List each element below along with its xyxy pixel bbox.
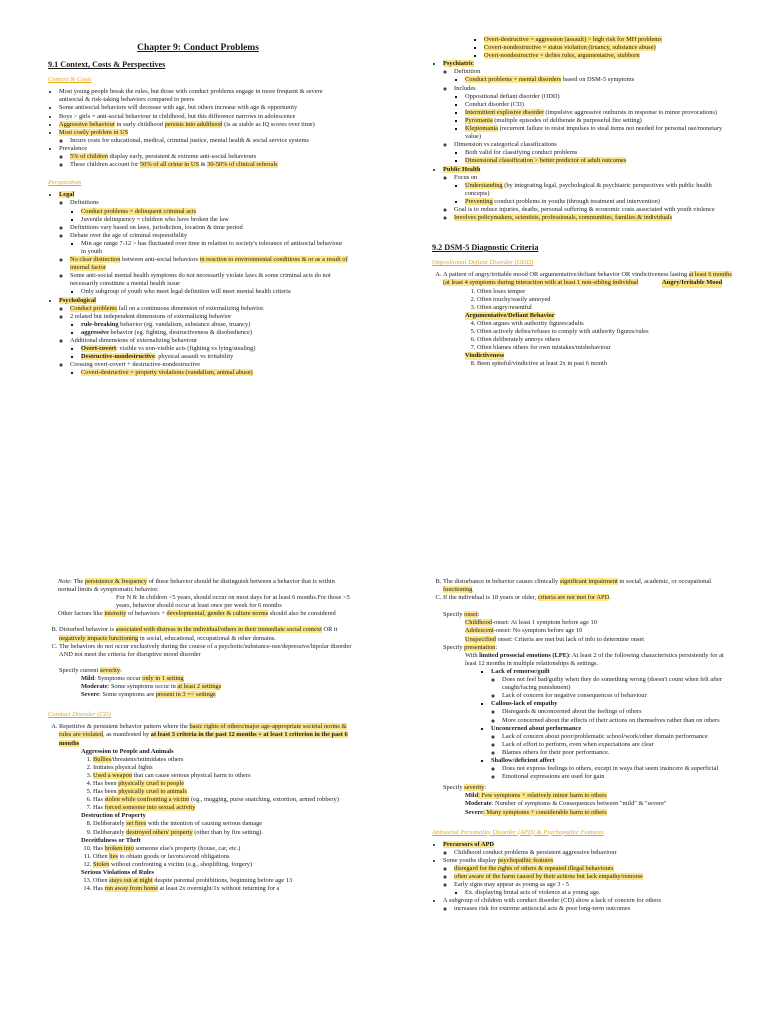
list-item: ▪ aggressive behavior (eg. fighting, destructiveness & disobedience) bbox=[81, 329, 348, 337]
list-item: ▪ Understanding (by integrating legal, psychological & psychiatric perspectives with public health concepts) bbox=[465, 182, 736, 198]
list-item: ◦ often aware of the harm caused by their actions but lack empathy/remorse bbox=[454, 873, 736, 881]
list-item: ◦ Definitions ▪ Conduct problems = delinquent criminal acts ▪ Juvenile delinquency = children who have broken the law bbox=[70, 199, 348, 223]
list-item: A. Repetitive & persistent behavior pattern where the basic rights of others/major age-appropriate societal norms & rules are violated, as manifested by at least 3 criteria in the past 12 months + at least 1 criterion in the past 6 months Aggression to People and Animals 1. Bullies/threatens/intimidates others 2. Initiates physical fights 3. Used a weapon that can cause serious physical harm to others 4. Has been physically cruel to people 5. Has been physically cruel to animals 6. Has stolen while confronting a victim (eg., mugging, purse snatching, extortion, armed robbery) 7. Has forced someone into sexual activity Destruction of Property 8. Deliberately set fires with the intention of causing serious damage 9. Deliberately destroyed others' property (other than by fire setting). Deceitfulness or Theft 10. Has broken into someone else's property (house, car, etc.) 11. Often lies to obtain goods or favors/avoid obligations 12. Stolen without confronting a victim (e.g., shoplifting, forgery) Serious Violations of Rules 13. Often stays out at night despite parental prohibitions, beginning before age 13 14. Has run away from home at least 2x overnight/1x without returning for a bbox=[59, 723, 354, 893]
list-item: ◦ 2 related but independent dimensions of externalizing behavior ▪ rule-breaking behavior (eg. vandalism, substance abuse, truancy) ▪ aggressive behavior (eg. fighting, destructiveness & disobedience) bbox=[70, 313, 348, 337]
cd-criteria bbox=[48, 723, 354, 893]
chapter-title: Chapter 9: Conduct Problems bbox=[137, 43, 259, 53]
list-item: ▪ Both valid for classifying conduct problems bbox=[465, 149, 736, 157]
list-item: 8. Deliberately set fires with the intention of causing serious damage bbox=[93, 820, 354, 828]
list-item: ◦ Involves policymakers, scientists, professionals, communities, families & individuals bbox=[454, 214, 736, 222]
list-item: ▪ Overt-covert: visible vs non-visible acts (fighting vs lying/stealing) bbox=[81, 345, 348, 353]
list-item: B. The disturbance in behavior causes clinically significant impairment in social, academic, or occupational functioning bbox=[443, 578, 736, 594]
list-item: ◦ More concerned about the effects of their actions on themselves rather than on others bbox=[502, 717, 736, 725]
list-item: • Psychological ◦ Conduct problems fall on a continuous dimension of externalizing behavior. ◦ 2 related but independent dimensions of externalizing behavior ▪ rule-breaking behavior (eg. vandalism, substance abuse, truancy) ▪ aggressive behavior (eg. fighting, destructiveness & disobedience) ◦ Additional dimensions of externalizing behaviour ▪ Overt-covert: visible vs non-visible acts (fighting vs lying/stealing) ▪ Destructive-nondestructive: physical assault vs irritability ◦ Crossing overt-covert + destructive-nondestructive ▪ Covert-destructive = property violations (vandalism, animal abuse) bbox=[59, 297, 348, 378]
list-item: 3. Used a weapon that can cause serious physical harm to others bbox=[93, 772, 354, 780]
list-item: ▪ Overt-destructive = aggression (assault) > high risk for MH problems bbox=[484, 36, 736, 44]
list-item: • Psychiatric ◦ Definition ▪ Conduct problems = mental disorders based on DSM-5 symptoms ◦ Includes ▪ Oppositional defiant disorder (ODD) ▪ Conduct disorder (CD) ▪ Intermittent explosive disorder (impulsive aggressive outbursts in response to minor provocations) ▪ Pyromania (multiple episodes of deliberate & purposeful fire setting) ▪ Kleptomania (recurrent failure to resist impulses to steal items not needed for personal use/monetary value) ◦ Dimension vs categorical classifications ▪ Both valid for classifying conduct problems ▪ Dimensional classification > better predictor of adult outcomes bbox=[443, 60, 736, 165]
cd-specifiers: Specify onset: Childhood-onset: At least 1 symptom before age 10 Adolescent-onset: No symptom before age 10 Unspecified onset: Criteria are met but lack of info to determine onset Specify presentation: With limited prosocial emotions (LPE): At least 2 of the following characteristics persistently for at least 12 months in multiple relationships & settings. ▪ Lack of remorse/guilt ◦ Does not feel bad/guilty when they do something wrong (doesn't count when felt after caught/facing punishment) ◦ Lack of concern for negative consequences of behaviour ▪ Callous-lack of empathy ◦ Disregards & unconcerned about the feelings of others ◦ More concerned about the effects of their actions on themselves rather than on others ▪ Unconcerned about performance ◦ Lack of concern about poor/problematic school/work/other domain performance ◦ Lack of effort to perform, even when expectations are clear ◦ Blames others for their poor performance. ▪ Shallow/deficient affect ◦ Does not express feelings to others, except in ways that seem insincere & superficial ◦ Emotional expressions are used for gain Specify severity: Mild: Few symptoms + relatively minor harm to others Moderate: Number of symptoms & Consequences between "mild" & "severe" Severe: Many symptoms + considerable harm to others bbox=[432, 611, 736, 816]
subheading-cd: Conduct Disorder (CD) bbox=[48, 711, 111, 719]
list-item: ▪ Conduct problems = delinquent criminal acts bbox=[81, 208, 348, 216]
list-item: • Precursors of APD ◦ Childhood conduct problems & persistent aggressive behaviour bbox=[443, 841, 736, 857]
odd-group-angry: Angry/Irritable Mood bbox=[662, 279, 723, 287]
list-item: ◦ Focus on ▪ Understanding (by integrating legal, psychological & psychiatric perspectives with public health concepts) ▪ Preventing conduct problems in youths (through treatment and intervention) bbox=[454, 174, 736, 206]
list-item: ▪ Ex. displaying brutal acts of violence at a young age. bbox=[465, 889, 736, 897]
list-item: ◦ No clear distinction between anti-social behaviors in reaction to environmental conditions & or as a result of internal factor bbox=[70, 256, 348, 272]
list-item: • Most young people break the rules, but those with conduct problems engage in more frequent & severe antisocial & risk-taking behaviors compared to peers bbox=[59, 88, 348, 104]
page-2 bbox=[0, 556, 768, 1024]
list-item: C. The behaviors do not occur exclusively during the course of a psychotic/substance-use/depressive/bipolar disorder AND not meet the criteria for disruptive mood disorder bbox=[59, 643, 354, 659]
list-item: ▪ Conduct disorder (CD) bbox=[465, 101, 736, 109]
list-item: 7. Has forced someone into sexual activity bbox=[93, 804, 354, 812]
list-item: 9. Deliberately destroyed others' property (other than by fire setting). bbox=[93, 829, 354, 837]
list-item: 4. Has been physically cruel to people bbox=[93, 780, 354, 788]
list-item: ▪ Overt-nondestructive = defies rules, argumentative, stubborn bbox=[484, 52, 736, 60]
list-item: • A subgroup of children with conduct disorder (CD) show a lack of concern for others ◦ increases risk for extreme antisocial acts & poor long-term outcomes bbox=[443, 897, 736, 913]
list-item: ▪ Kleptomania (recurrent failure to resist impulses to steal items not needed for personal use/monetary value) bbox=[465, 125, 736, 141]
odd-group-vindictiveness: Vindictiveness bbox=[465, 352, 505, 360]
list-item: ▪ Callous-lack of empathy ◦ Disregards & unconcerned about the feelings of others ◦ More concerned about the effects of their actions on themselves rather than on others bbox=[491, 700, 736, 724]
list-item: ◦ Debate over the age of criminal responsibility ▪ Min age range 7-12 > has fluctuated over time in relation to society's tolerance of antisocial behaviour in youth bbox=[70, 232, 348, 256]
list-item: ◦ Goal is to reduce injuries, deaths, personal suffering & economic costs associated with youth violence bbox=[454, 206, 736, 214]
list-item: C. If the individual is 18 years or older, criteria are not met for APD. bbox=[443, 594, 736, 602]
subheading-perspectives: Perspectives bbox=[48, 179, 82, 187]
psychiatric-list bbox=[432, 60, 736, 222]
list-item: ▪ Only subgroup of youth who meet legal definition will meet mental health criteria bbox=[81, 288, 348, 296]
list-item: ▪ Unconcerned about performance ◦ Lack of concern about poor/problematic school/work/other domain performance ◦ Lack of effort to perform, even when expectations are clear ◦ Blames others for their poor performance. bbox=[491, 725, 736, 757]
list-item: ◦ Lack of effort to perform, even when expectations are clear bbox=[502, 741, 736, 749]
list-item: ◦ Definitions vary based on laws, jurisdiction, location & time period bbox=[70, 224, 348, 232]
subheading-apd: Antisocial Personality Disorder (APD) & Psychopathic Features bbox=[432, 828, 604, 836]
list-item: • Aggressive behaviour in early childhood persists into adulthood (is as stable as IQ scores over time) bbox=[59, 121, 348, 129]
list-item: • Boys > girls = anti-social behaviour in childhood, but this difference narrows in adolescence bbox=[59, 113, 348, 121]
odd-severity: Specify current severity: Mild: Symptoms occur only in 1 setting Moderate: Some symptoms occur in at least 2 settings Severe: Some symptoms are present in 3 =< settings bbox=[59, 666, 222, 699]
list-item: 5. Has been physically cruel to animals bbox=[93, 788, 354, 796]
list-item: ◦ Emotional expressions are used for gain bbox=[502, 773, 736, 781]
list-item: ◦ increases risk for extreme antisocial acts & poor long-term outcomes bbox=[454, 905, 736, 913]
list-item: ▪ Covert-nondestructive = status violation (truancy, substance abuse) bbox=[484, 44, 736, 52]
list-item: ▪ Lack of remorse/guilt ◦ Does not feel bad/guilty when they do something wrong (doesn't count when felt after caught/facing punishment) ◦ Lack of concern for negative consequences of behaviour bbox=[491, 668, 736, 700]
cd-group-aggression: Aggression to People and Animals bbox=[81, 747, 174, 755]
list-item: ▪ Shallow/deficient affect ◦ Does not express feelings to others, except in ways that seem insincere & superficial ◦ Emotional expressions are used for gain bbox=[491, 757, 736, 781]
perspectives-list bbox=[48, 191, 348, 377]
list-item: ◦ Blames others for their poor performance. bbox=[502, 749, 736, 757]
list-item: 12. Stolen without confronting a victim (e.g., shoplifting, forgery) bbox=[93, 861, 354, 869]
list-item: 3. Often angry/resentful bbox=[477, 304, 736, 312]
list-item: ◦ Some anti-social mental health symptoms do not necessarily violate laws & some criminal acts do not necessarily constitute a mental health issue ▪ Only subgroup of youth who meet legal definition will meet mental health criteria bbox=[70, 272, 348, 296]
odd-criteria-cont bbox=[48, 626, 354, 658]
list-item: A. A pattern of angry/irritable mood OR argumentative/defiant behavior OR vindictiveness lasting at least 6 months (at least 4 symptoms during interaction with at least 1 non-sibling individual Angry/Irritable Mood 1. Often loses temper 2. Often touchy/easily annoyed 3. Often angry/resentful Argumentative/Defiant Behavior 4. Often argues with authority figures/adults 5. Often actively defies/refuses to comply with authority figures/rules 6. Often deliberately annoys others 7. Often blames others for own mistakes/misbehaviour Vindictiveness 8. Been spiteful/vindictive at least 2x in past 6 month bbox=[443, 271, 736, 368]
list-item: 2. Initiates physical fights bbox=[93, 764, 354, 772]
list-item: 7. Often blames others for own mistakes/misbehaviour bbox=[477, 344, 736, 352]
list-item: ◦ Childhood conduct problems & persistent aggressive behaviour bbox=[454, 849, 736, 857]
apd-list bbox=[432, 841, 736, 914]
list-item: ◦ Includes ▪ Oppositional defiant disorder (ODD) ▪ Conduct disorder (CD) ▪ Intermittent explosive disorder (impulsive aggressive outbursts in response to minor provocations) ▪ Pyromania (multiple episodes of deliberate & purposeful fire setting) ▪ Kleptomania (recurrent failure to resist impulses to steal items not needed for personal use/monetary value) bbox=[454, 85, 736, 142]
list-item: ◦ Disregards & unconcerned about the feelings of others bbox=[502, 708, 736, 716]
list-item: • Some youths display psychopathic features ◦ disregard for the rights of others & repeated illegal behaviours ◦ often aware of the harm caused by their actions but lack empathy/remorse ◦ Early signs may appear as young as age 3 - 5 ▪ Ex. displaying brutal acts of violence at a young age. bbox=[443, 857, 736, 897]
list-item: ▪ Min age range 7-12 > has fluctuated over time in relation to society's tolerance of antisocial behaviour in youth bbox=[81, 240, 348, 256]
list-item: ▪ Dimensional classification > better predictor of adult outcomes bbox=[465, 157, 736, 165]
page1-left-column bbox=[48, 44, 348, 377]
list-item: 6. Often deliberately annoys others bbox=[477, 336, 736, 344]
list-item: ▪ Juvenile delinquency = children who have broken the law bbox=[81, 216, 348, 224]
list-item: ▪ Conduct problems = mental disorders based on DSM-5 symptoms bbox=[465, 76, 736, 84]
list-item: ◦ Conduct problems fall on a continuous dimension of externalizing behavior. bbox=[70, 305, 348, 313]
page2-left-column bbox=[48, 578, 354, 893]
odd-note: Note: The persistence & frequency of these behavior should be distinguish between a behavior that is within normal limits & symptomatic behavior. For N 8: In children <5 years, should occur on most days for at least 6 months.For those >5 years, behavior should occur at least once per week for 6 months Other factors like intensity of behaviors + developmental, gender & culture norms should also be considered bbox=[58, 578, 350, 618]
list-item: ◦ Dimension vs categorical classifications ▪ Both valid for classifying conduct problems ▪ Dimensional classification > better predictor of adult outcomes bbox=[454, 141, 736, 165]
subheading-odd: Oppositional Defiant Disorder (ODD) bbox=[432, 259, 534, 267]
list-item: • Most costly problem in US ◦ Incurs costs for educational, medical, criminal justice, mental health & social service systems bbox=[59, 129, 348, 145]
list-item: ◦ 5% of children display early, persistent & extreme anti-social behaviours bbox=[70, 153, 348, 161]
list-item: 11. Often lies to obtain goods or favors/avoid obligations bbox=[93, 853, 354, 861]
cd-criteria-cont bbox=[432, 578, 736, 602]
list-item: 8. Been spiteful/vindictive at least 2x in past 6 month bbox=[477, 360, 736, 368]
list-item: • Public Health ◦ Focus on ▪ Understanding (by integrating legal, psychological & psychiatric perspectives with public health concepts) ▪ Preventing conduct problems in youths (through treatment and intervention) ◦ Goal is to reduce injuries, deaths, personal suffering & economic costs associated with youth violence ◦ Involves policymakers, scientists, professionals, communities, families & individuals bbox=[443, 166, 736, 223]
list-item: ▪ Intermittent explosive disorder (impulsive aggressive outbursts in response to minor provocations) bbox=[465, 109, 736, 117]
list-item: ▪ Pyromania (multiple episodes of deliberate & purposeful fire setting) bbox=[465, 117, 736, 125]
list-item: 14. Has run away from home at least 2x overnight/1x without returning for a bbox=[93, 885, 354, 893]
list-item: • Prevalence ◦ 5% of children display early, persistent & extreme anti-social behaviours ◦ These children account for 50% of all crime in US & 30-50% of clinical referrals bbox=[59, 145, 348, 169]
list-item: ◦ Additional dimensions of externalizing behaviour ▪ Overt-covert: visible vs non-visible acts (fighting vs lying/stealing) ▪ Destructive-nondestructive: physical assault vs irritability bbox=[70, 337, 348, 361]
list-item: • Legal ◦ Definitions ▪ Conduct problems = delinquent criminal acts ▪ Juvenile delinquency = children who have broken the law ◦ Definitions vary based on laws, jurisdiction, location & time period ◦ Debate over the age of criminal responsibility ▪ Min age range 7-12 > has fluctuated over time in relation to society's tolerance of antisocial behaviour in youth ◦ No clear distinction between anti-social behaviors in reaction to environmental conditions & or as a result of internal factor ◦ Some anti-social mental health symptoms do not necessarily violate laws & some criminal acts do not necessarily constitute a mental health issue ▪ Only subgroup of youth who meet legal definition will meet mental health criteria bbox=[59, 191, 348, 296]
list-item: B. Disturbed behavior is associated with distress in the individual/others in their immediate social context OR it negatively impacts functioning in social, educational, occupational & other domains. bbox=[59, 626, 354, 642]
list-item: ▪ Covert-destructive = property violations (vandalism, animal abuse) bbox=[81, 369, 348, 377]
list-item: ◦ These children account for 50% of all crime in US & 30-50% of clinical referrals bbox=[70, 161, 348, 169]
cd-group-destruction: Destruction of Property bbox=[81, 812, 146, 820]
list-item: ◦ Definition ▪ Conduct problems = mental disorders based on DSM-5 symptoms bbox=[454, 68, 736, 84]
list-item: ◦ Lack of concern about poor/problematic school/work/other domain performance bbox=[502, 733, 736, 741]
odd-group-argumentative: Argumentative/Defiant Behavior bbox=[465, 311, 555, 319]
list-item: ◦ disregard for the rights of others & repeated illegal behaviours bbox=[454, 865, 736, 873]
section-title-9-2: 9.2 DSM-5 Diagnostic Criteria bbox=[432, 243, 539, 253]
page2-right-column bbox=[432, 578, 736, 914]
cd-group-violations: Serious Violations of Rules bbox=[81, 869, 154, 876]
context-list bbox=[48, 88, 348, 169]
list-item: ◦ Lack of concern for negative consequences of behaviour bbox=[502, 692, 736, 700]
odd-criteria bbox=[432, 271, 736, 368]
subheading-context-costs: Context & Costs bbox=[48, 76, 92, 84]
list-item: 6. Has stolen while confronting a victim (eg., mugging, purse snatching, extortion, armed robbery) bbox=[93, 796, 354, 804]
list-item: • Some antisocial behaviors will decrease with age, but others increase with age & opportunity bbox=[59, 104, 348, 112]
list-item: ◦ Crossing overt-covert + destructive-nondestructive ▪ Covert-destructive = property violations (vandalism, animal abuse) bbox=[70, 361, 348, 377]
list-item: ▪ Oppositional defiant disorder (ODD) bbox=[465, 93, 736, 101]
cd-group-deceit: Deceitfulness or Theft bbox=[81, 836, 141, 844]
list-item: ◦ Does not feel bad/guilty when they do something wrong (doesn't count when felt after caught/facing punishment) bbox=[502, 676, 736, 692]
list-item: 10. Has broken into someone else's property (house, car, etc.) bbox=[93, 845, 354, 853]
section-title-9-1: 9.1 Context, Costs & Perspectives bbox=[48, 60, 166, 70]
list-item: 5. Often actively defies/refuses to comply with authority figures/rules bbox=[477, 328, 736, 336]
list-item: 1. Often loses temper bbox=[477, 288, 736, 296]
list-item: 13. Often stays out at night despite parental prohibitions, beginning before age 13 bbox=[93, 877, 354, 885]
list-item: ◦ Early signs may appear as young as age 3 - 5 ▪ Ex. displaying brutal acts of violence at a young age. bbox=[454, 881, 736, 897]
list-item: 2. Often touchy/easily annoyed bbox=[477, 296, 736, 304]
list-item: 1. Bullies/threatens/intimidates others bbox=[93, 756, 354, 764]
list-item: ▪ rule-breaking behavior (eg. vandalism, substance abuse, truancy) bbox=[81, 321, 348, 329]
list-item: ▪ Destructive-nondestructive: physical assault vs irritability bbox=[81, 353, 348, 361]
list-item: ◦ Incurs costs for educational, medical, criminal justice, mental health & social service systems bbox=[70, 137, 348, 145]
page1-right-column bbox=[432, 36, 736, 368]
list-item: ▪ Preventing conduct problems in youths (through treatment and intervention) bbox=[465, 198, 736, 206]
list-item: 4. Often argues with authority figures/adults bbox=[477, 320, 736, 328]
list-item: ◦ Does not express feelings to others, except in ways that seem insincere & superficial bbox=[502, 765, 736, 773]
